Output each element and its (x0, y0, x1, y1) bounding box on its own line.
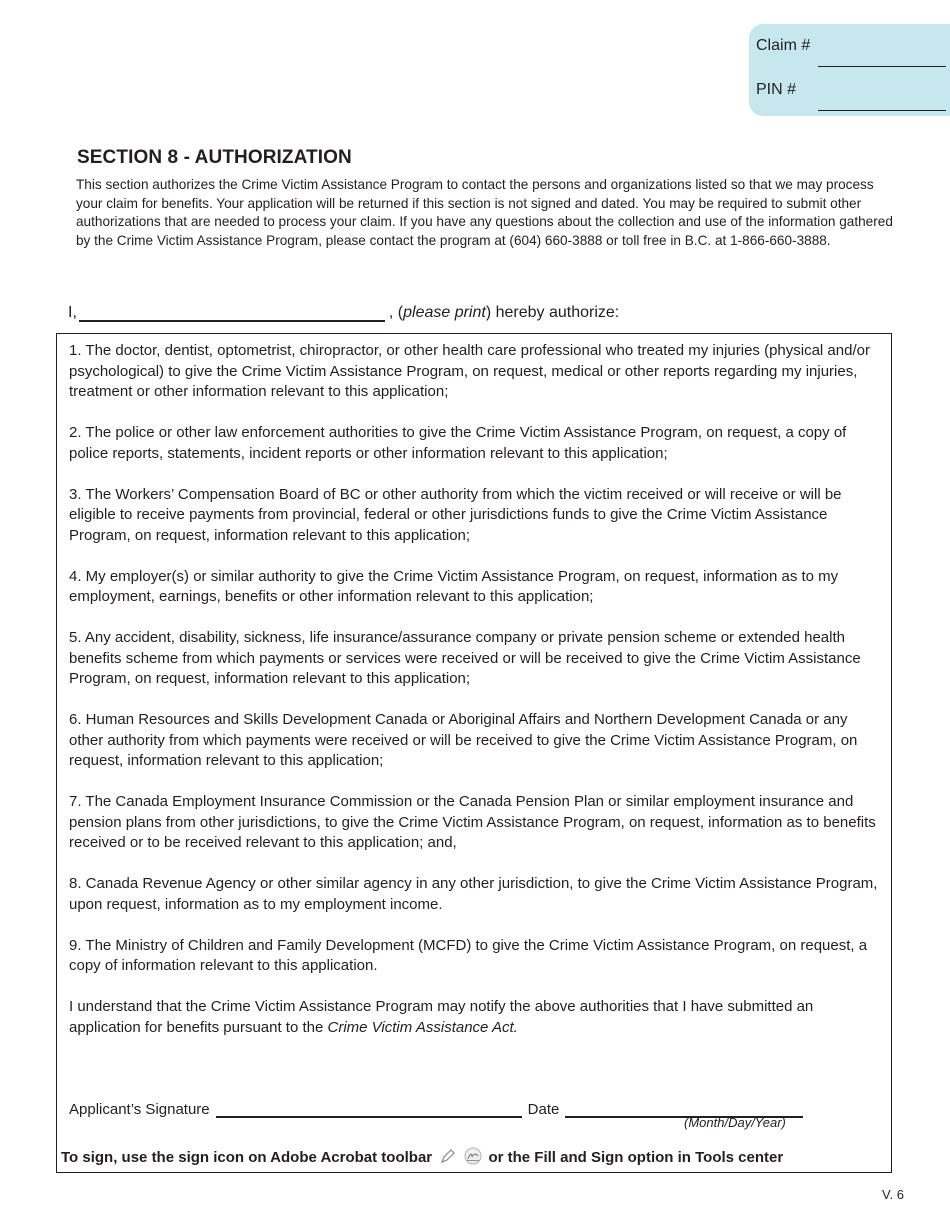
pin-number-field[interactable] (818, 88, 946, 111)
claim-number-field[interactable] (818, 44, 946, 67)
authorization-box (56, 333, 892, 1173)
pin-label: PIN # (756, 81, 797, 98)
authorization-item: 1. The doctor, dentist, optometrist, chiropractor, or other health care professional who treated my injuries (physical and/or psychological) to give the Crime Victim Assistance Program, on request, medical or other reports regarding my injuries, treatment or other information relevant to this application; (69, 342, 870, 400)
claim-pin-box (749, 24, 950, 116)
sign-instructions (61, 1147, 783, 1166)
form-version: V. 6 (882, 1187, 904, 1202)
understand-text: I understand that the Crime Victim Assistance Program may notify the above authorities that I have submitted an application for benefits pursuant to the (69, 998, 814, 1036)
authorization-item: 5. Any accident, disability, sickness, life insurance/assurance company or private pension scheme or extended health benefits scheme from which payments or services were received or will be received to give the Crime Victim Assistance Program, on request, information relevant to this application; (69, 629, 861, 687)
section-title: SECTION 8 - AUTHORIZATION (77, 147, 352, 168)
pin-row (756, 81, 796, 99)
date-format-hint: (Month/Day/Year) (684, 1115, 786, 1130)
signature-label: Applicant’s Signature (69, 1101, 210, 1118)
authorization-item: 7. The Canada Employment Insurance Commission or the Canada Pension Plan or similar employment insurance and pension plans from other jurisdictions, to give the Crime Victim Assistance Program, on request, information as to benefits received or to be received relevant to this application; and, (69, 793, 876, 851)
claim-row (756, 37, 810, 55)
understand-statement (69, 997, 881, 1038)
name-prefix: I, (68, 304, 77, 321)
authorization-item: 3. The Workers’ Compensation Board of BC or other authority from which the victim received or will receive or will be eligible to receive payments from provincial, federal or other jurisdictions funds to give the Crime Victim Assistance Program, on request, information relevant to this application; (69, 485, 842, 544)
please-print-text: please print (403, 304, 486, 321)
sign-tool-icon (463, 1147, 481, 1165)
sign-note-before: To sign, use the sign icon on Adobe Acrobat toolbar (61, 1149, 433, 1166)
signature-field[interactable] (216, 1096, 522, 1118)
sign-note-after: or the Fill and Sign option in Tools center (488, 1149, 784, 1166)
authorization-list (69, 341, 881, 1059)
authorization-item: 8. Canada Revenue Agency or other similar agency in any other jurisdiction, to give the Crime Victim Assistance Program, upon request, information as to my employment income. (69, 875, 878, 913)
authorizer-name-line (68, 298, 619, 322)
pen-icon (439, 1147, 457, 1165)
authorization-item: 4. My employer(s) or similar authority to give the Crime Victim Assistance Program, on request, information as to my employment, earnings, benefits or other information relevant to this application; (69, 567, 839, 605)
claim-label: Claim # (756, 37, 811, 54)
section-intro: This section authorizes the Crime Victim Assistance Program to contact the persons and organizations listed so that we may process your claim for benefits. Your application will be returned if this section is not signed and dated. You may be required to submit other authorizations that are needed to process your claim. If you have any questions about the collection and use of the information gathered by the Crime Victim Assistance Program, please contact the program at (604) 660-3888 or toll free in B.C. at 1-866-660-3888. (76, 177, 893, 249)
authorization-item: 2. The police or other law enforcement authorities to give the Crime Victim Assistance Program, on request, a copy of police reports, statements, incident reports or other information relevant to this application; (69, 424, 847, 462)
name-suffix: ) hereby authorize: (485, 304, 620, 321)
authorizer-name-field[interactable] (79, 298, 385, 322)
date-label: Date (527, 1101, 560, 1118)
authorization-item: 6. Human Resources and Skills Development Canada or Aboriginal Affairs and Northern Development Canada or any other authority from which payments were received or will be received to give the Crime Victim Assistance Program, on request, information relevant to this application; (69, 711, 858, 769)
name-comma: , ( (388, 304, 404, 321)
act-name: Crime Victim Assistance Act. (327, 1018, 518, 1036)
authorization-item: 9. The Ministry of Children and Family Development (MCFD) to give the Crime Victim Assistance Program, on request, a copy of information relevant to this application. (69, 936, 868, 974)
